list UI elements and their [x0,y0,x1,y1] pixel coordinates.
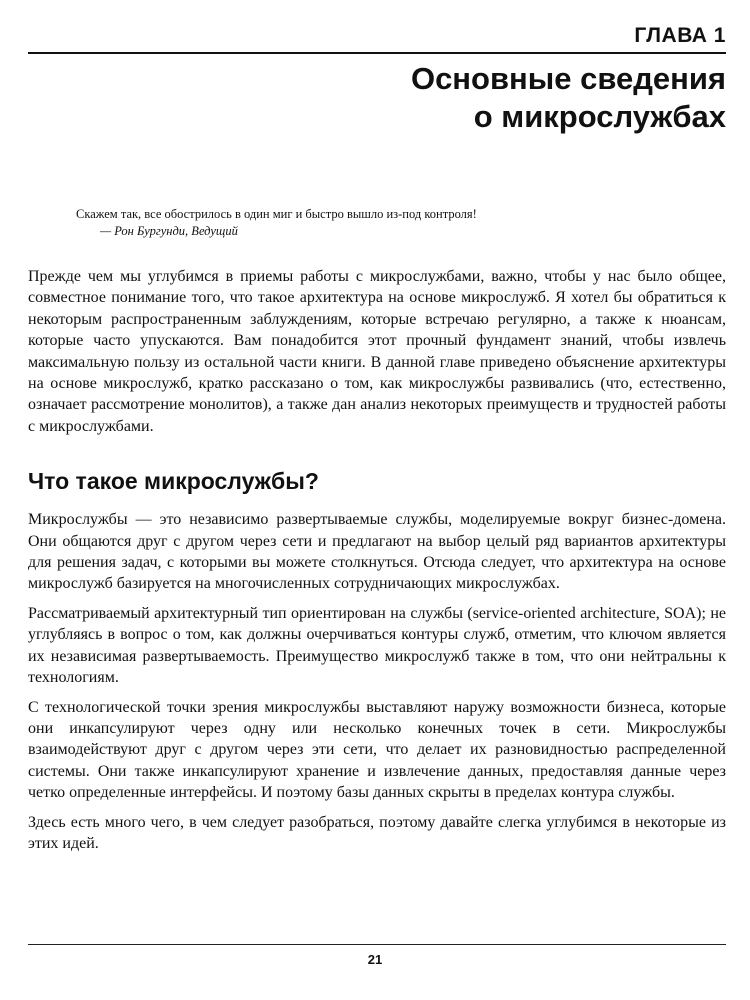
section-heading: Что такое микрослужбы? [28,468,319,495]
section-paragraph: Здесь есть много чего, в чем следует разобраться, поэтому давайте слегка углубимся в некоторые из этих идей. [28,813,726,852]
epigraph [76,206,696,240]
chapter-rule [28,52,726,54]
epigraph-source: — Рон Бургунди, Ведущий [100,224,238,238]
chapter-title-line-2: о микрослужбах [473,99,726,134]
footer-rule [28,944,726,945]
section-paragraph: С технологической точки зрения микрослужбы выставляют наружу возможности бизнеса, которые они инкапсулируют через одну или несколько конечных точек в сети. Микрослужбы взаимодействуют друг с другом через эти сети, что делает их разновидностью распределенной системы. Они также инкапсулируют хранение и извлечение данных, предоставляя данные через четко определенные интерфейсы. И поэтому базы данных скрыты в пределах контура службы. [28,698,726,802]
section-paragraph: Микрослужбы — это независимо развертываемые службы, моделируемые вокруг бизнес-домена. Они общаются друг с другом через сети и предлагают на выбор целый ряд вариантов архитектуры для решения задач, с которыми вы можете столкнуться. Отсюда следует, что архитектура на основе микрослужб базируется на многочисленных сотрудничающих микрослужбах. [28,511,726,593]
intro-paragraph: Прежде чем мы углубимся в приемы работы с микрослужбами, важно, чтобы у нас было общее, совместное понимание того, что такое архитектура на основе микрослужб. Я хотел бы обратиться к некоторым распространенным заблуждениям, которые встречаю регулярно, а также к нюансам, которые часто упускаются. Вам понадобится этот прочный фундамент знаний, чтобы извлечь максимальную пользу из остальной части книги. В данной главе приведено объяснение архитектуры на основе микрослужб, кратко рассказано о том, как микрослужбы развивались (что, естественно, означает рассмотрение монолитов), а также дан анализ некоторых преимуществ и трудностей работы с микрослужбами. [28,268,726,435]
chapter-title [126,60,726,136]
page-number: 21 [367,952,383,967]
section-paragraph: Рассматриваемый архитектурный тип ориентирован на службы (service-oriented architecture, SOA); не углубляясь в вопрос о том, как должны очерчиваться контуры служб, отметим, что ключом является их независимая развертываемость. Преимущество микрослужб также в том, что они нейтральны к технологиям. [28,604,726,687]
chapter-title-line-1: Основные сведения [410,61,726,96]
epigraph-quote: Скажем так, все обострилось в один миг и быстро вышло из-под контроля! [76,207,477,221]
chapter-label: ГЛАВА 1 [634,24,726,47]
main-content [28,266,726,862]
